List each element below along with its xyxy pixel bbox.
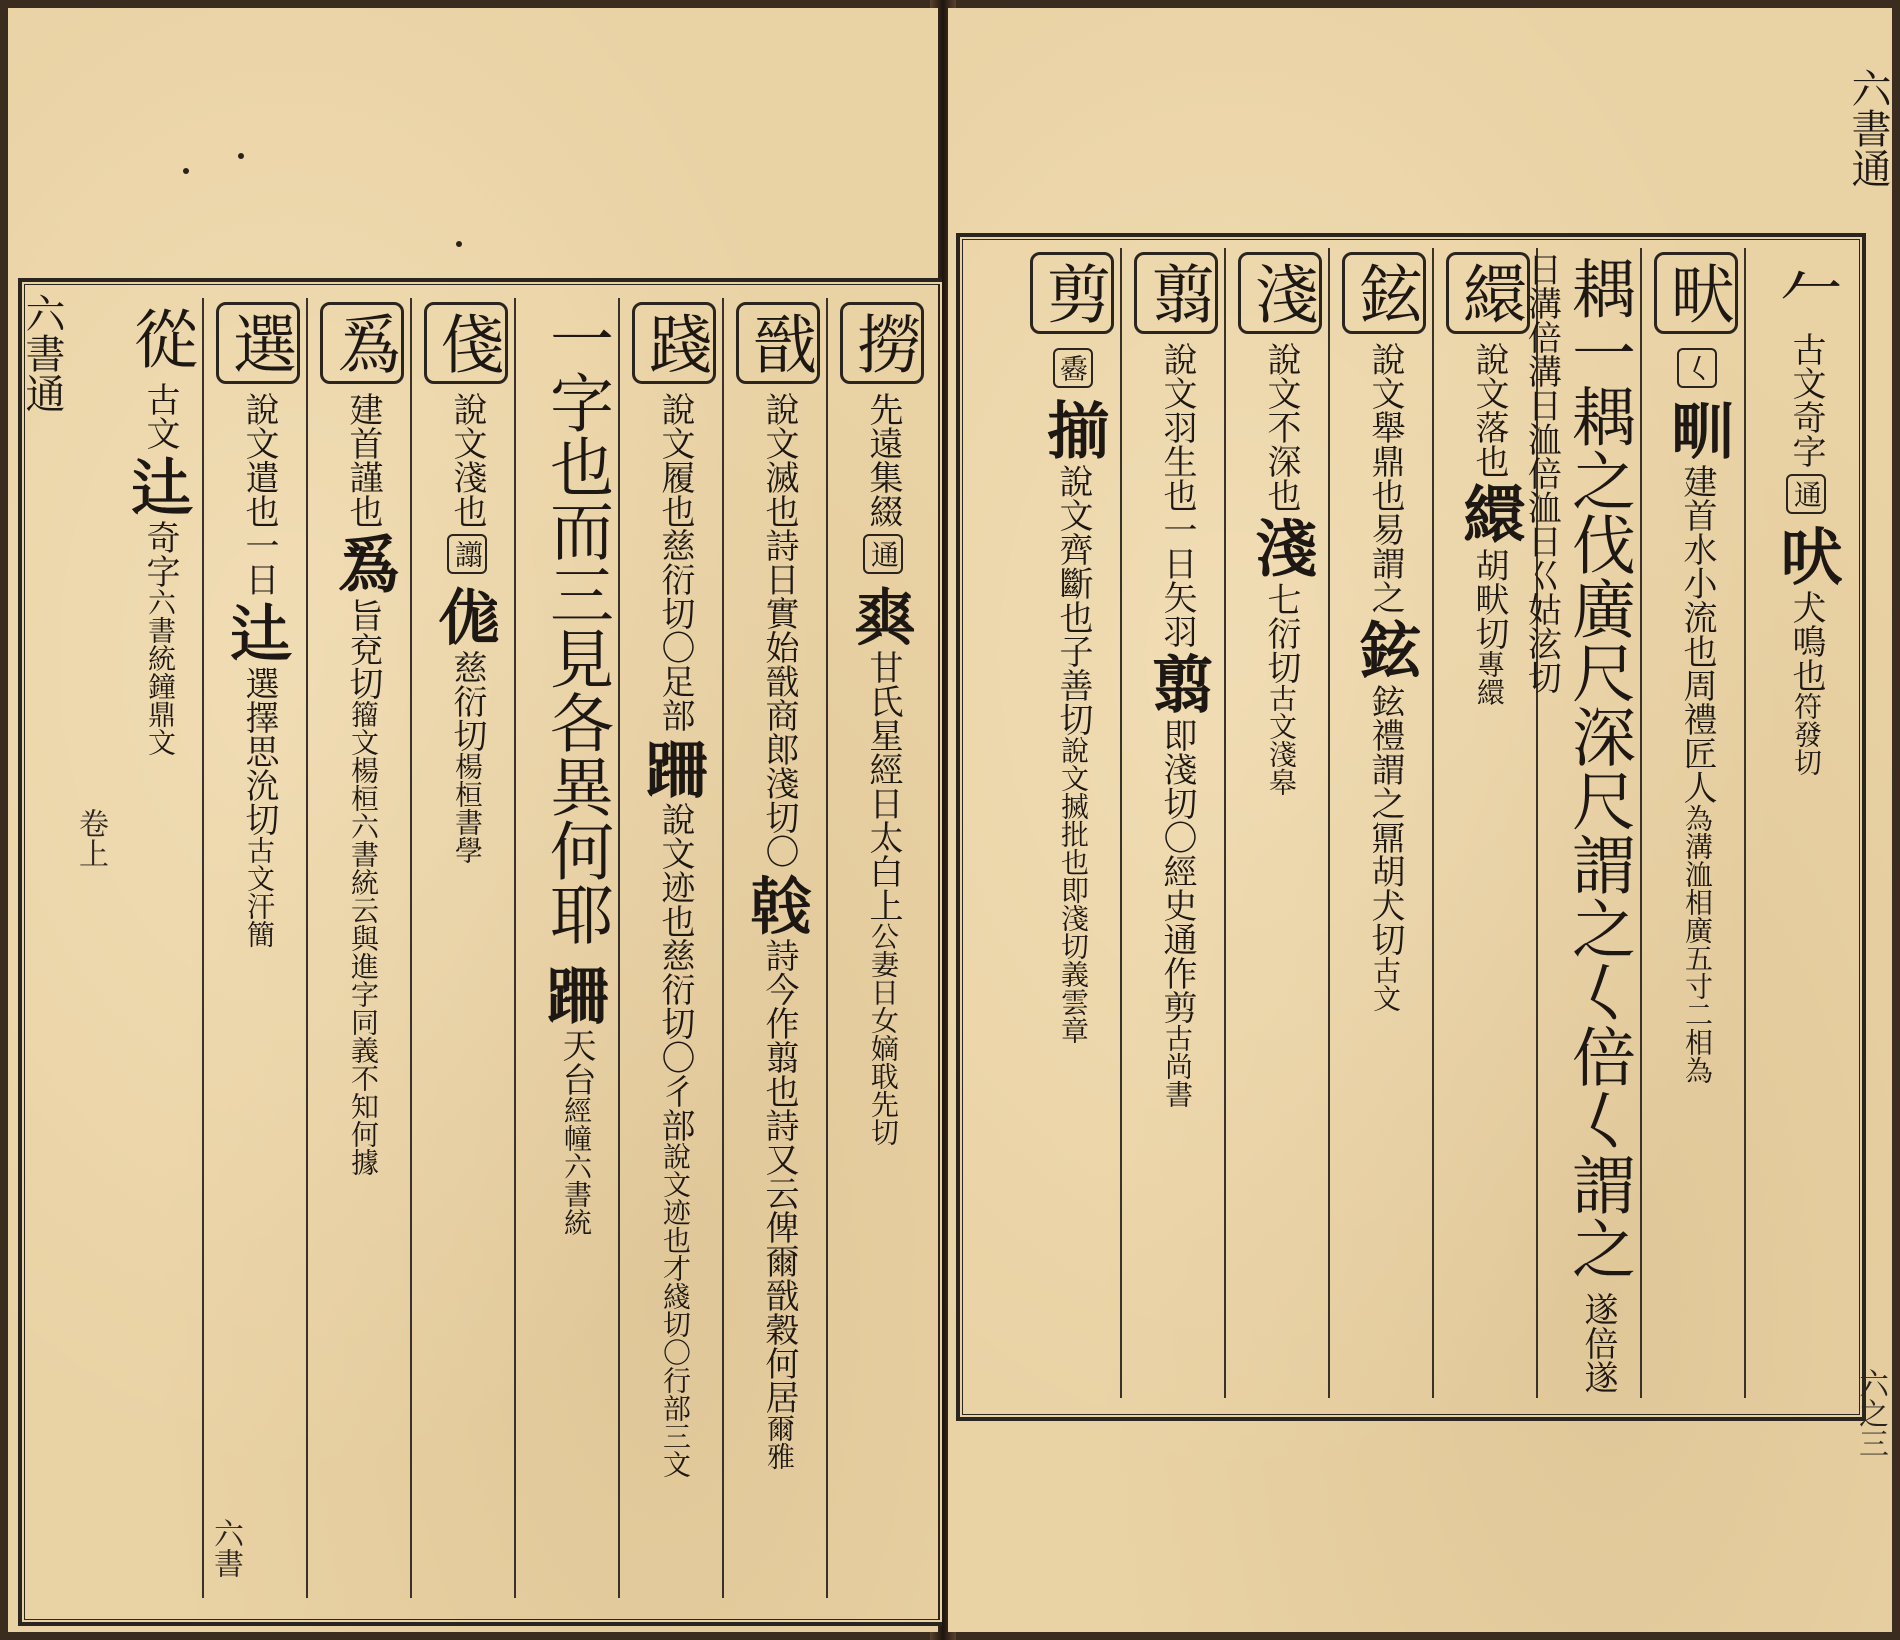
seal-script-glyph: 繯 (1453, 482, 1526, 544)
gloss-text: 遂倍遂日溝倍溝日洫倍洫日巜姑泫切 (1521, 252, 1618, 1394)
gloss-text: 先遠 (863, 392, 903, 460)
text-column (722, 298, 826, 1598)
text-column (1120, 248, 1224, 1398)
text-column (1224, 248, 1328, 1398)
gloss-text: 七衍切 (1261, 582, 1301, 684)
gloss-text: 集綴 (863, 460, 903, 528)
seal-script-glyph: 𨑒 (223, 600, 296, 662)
gloss-text: 旨兗切 (343, 598, 383, 700)
entry-headword: 從 (123, 306, 197, 370)
seal-script-glyph: 翦 (1141, 652, 1214, 714)
entry-headword: 翦 (1134, 252, 1218, 334)
entry-headword: 剪 (1030, 252, 1114, 334)
gloss-text: 奇字 (140, 520, 180, 588)
text-column (306, 298, 410, 1598)
seal-script-glyph: 𢧢 (743, 872, 816, 934)
source-note: 說文搣批也即淺切 (1057, 736, 1090, 960)
entry-headword: 繯 (1446, 252, 1530, 334)
gloss-text: 說文不深也 (1261, 342, 1301, 512)
seal-script-glyph: 𠈵 (431, 584, 504, 646)
gloss-text: 說文滅也詩日實始戩商郎淺切〇 (759, 392, 799, 868)
gloss-text: 胡畎切 (1469, 548, 1509, 650)
gloss-text: 說文齊斷也子善切 (1053, 464, 1093, 736)
ink-dot (456, 241, 462, 247)
seal-script-glyph: 𨀢 (540, 962, 613, 1024)
gloss-text: 建首謹也 (343, 392, 383, 528)
entry-headword: 鉉 (1342, 252, 1426, 334)
text-column (826, 298, 930, 1598)
entry-headword: 俴 (424, 302, 508, 384)
variant-tag: 通 (863, 534, 903, 574)
variant-tag: 譾 (447, 534, 487, 574)
seal-script-glyph: 揃 (1037, 398, 1110, 460)
source-note: 六書統 (560, 1152, 593, 1236)
text-column (202, 298, 306, 1598)
right-book-title: 六書通 (1845, 68, 1891, 188)
source-note: 淺皋 (1265, 740, 1298, 796)
gloss-text: 說文落也 (1469, 342, 1509, 478)
entry-headword: 耦一耦之伐廣尺深尺謂之𡿨倍𡿨謂之 (1561, 256, 1635, 1280)
ink-dot (238, 153, 244, 159)
left-book-title: 六書通 (19, 293, 65, 413)
source-note: 經幢 (560, 1096, 593, 1152)
source-note: 義雲章 (1057, 960, 1090, 1044)
entry-headword: 撈 (840, 302, 924, 384)
gloss-text: 說文遣也一日 (239, 392, 279, 596)
gloss-text: 鉉禮謂之鼏胡犬切 (1365, 684, 1405, 956)
gloss-text: 犬鳴也 (1786, 590, 1826, 692)
source-note: 說文迹也才綫切〇行部三文 (659, 1142, 692, 1478)
seal-script-glyph: 甽 (1661, 398, 1734, 460)
text-column (410, 298, 514, 1598)
source-note: 古文 (243, 836, 276, 892)
source-note: 符發切 (1790, 692, 1823, 776)
gloss-text: 建首水小流也周禮匠人 (1677, 464, 1717, 804)
source-note: 書學 (451, 808, 484, 864)
variant-tag: 通 (1786, 474, 1826, 514)
gloss-text: 即淺切〇經史通作剪 (1157, 718, 1197, 1024)
seal-script-glyph: 淺 (1245, 516, 1318, 578)
source-note: 籀文楊桓六書統云與進字同義不知何據 (347, 700, 380, 1176)
text-column (1744, 248, 1848, 1398)
source-note: 汗簡 (243, 892, 276, 948)
source-note: 公妻日女嫡聀先切 (867, 922, 900, 1146)
entry-headword: 戩 (736, 302, 820, 384)
gloss-text: 說文迹也慈衍切〇彳部 (655, 802, 695, 1142)
source-note: 鐘鼎文 (144, 672, 177, 756)
gloss-text: 選擇思沇切 (239, 666, 279, 836)
source-note: 古尚書 (1161, 1024, 1194, 1108)
gloss-text: 說文履也慈衍切〇足部 (655, 392, 695, 732)
gloss-text: 說文淺也 (447, 392, 487, 528)
entry-headword: 畎 (1654, 252, 1738, 334)
seal-script-glyph: 𤔡 (327, 532, 400, 594)
gloss-text: 古文 (1786, 332, 1826, 400)
source-note: 爾雅 (763, 1414, 796, 1470)
source-note: 古文 (1369, 956, 1402, 1012)
gloss-text: 說文羽生也一日矢羽 (1157, 342, 1197, 648)
gloss-text: 奇字 (1786, 400, 1826, 468)
seal-script-glyph: 𤕤 (847, 584, 920, 646)
right-page (948, 8, 1892, 1632)
source-note: 古文 (1265, 684, 1298, 740)
seal-script-glyph: 𨑒 (124, 454, 197, 516)
entry-headword: 𠂉 (1769, 256, 1843, 320)
gloss-text: 甘氏星經日太白上 (863, 650, 903, 922)
left-margin-label: 卷上 (73, 808, 108, 868)
text-column (98, 298, 202, 1598)
text-column (514, 298, 618, 1598)
left-page (8, 8, 938, 1632)
source-note: 楊桓 (451, 752, 484, 808)
entry-headword: 踐 (632, 302, 716, 384)
text-column (1016, 248, 1120, 1398)
right-edge-number: 六之三 (1853, 1368, 1888, 1458)
source-note: 專 (1473, 650, 1506, 678)
left-edge-number: 六書 (208, 1518, 243, 1578)
entry-headword: 𤔡 (320, 302, 404, 384)
variant-tag: 𠚟 (1053, 348, 1093, 388)
source-note: 為溝洫相廣五寸二相為 (1681, 804, 1714, 1084)
entry-headword: 淺 (1238, 252, 1322, 334)
text-column (1640, 248, 1744, 1398)
entry-headword: 選 (216, 302, 300, 384)
seal-script-glyph: 鉉 (1349, 618, 1422, 680)
gloss-text: 說文舉鼎也易謂之 (1365, 342, 1405, 614)
left-columns (30, 298, 930, 1598)
text-column (1521, 248, 1640, 1398)
entry-headword: 一字也而三見各異何耶 (539, 306, 613, 946)
source-note: 六書統 (144, 588, 177, 672)
text-column (618, 298, 722, 1598)
gloss-text: 詩今作翦也詩又云俾爾戩穀何居 (759, 938, 799, 1414)
text-column (1328, 248, 1432, 1398)
ink-dot (183, 168, 189, 174)
gloss-text: 天台 (556, 1028, 596, 1096)
seal-script-glyph: 𨀢 (639, 736, 712, 798)
source-note: 繯 (1473, 678, 1506, 706)
variant-tag: 𡿨 (1677, 348, 1717, 388)
seal-script-glyph: 吠 (1770, 524, 1843, 586)
gloss-text: 慈衍切 (447, 650, 487, 752)
right-columns (978, 248, 1848, 1398)
gloss-text: 古文 (140, 382, 180, 450)
